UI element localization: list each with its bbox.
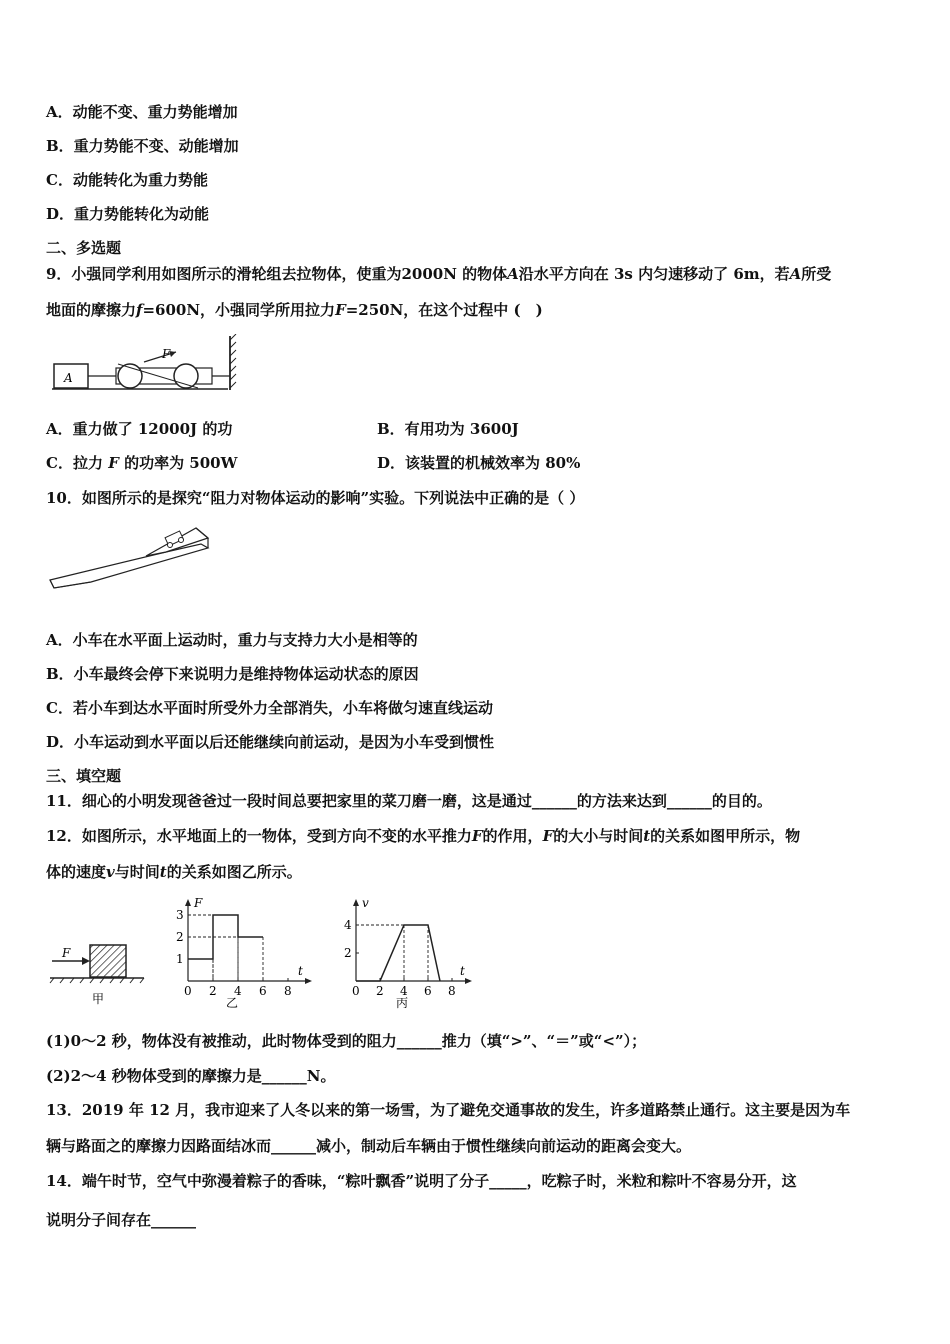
x-tick-label: 0 [352, 984, 360, 998]
pushed-block [90, 945, 126, 977]
q9-stem-line2: 地面的摩擦力f=600N，小强同学所用拉力F=250N，在这个过程中 ( ) [46, 301, 543, 319]
q9-stem-line1: 9．小强同学利用如图所示的滑轮组去拉物体，使重为2000N 的物体A沿水平方向在 3s 内匀速移动了 6m，若A所受 [46, 265, 832, 283]
y-tick-label: 1 [176, 952, 184, 966]
section-heading-3: 三、填空题 [46, 767, 122, 785]
q10-option-a: A．小车在水平面上运动时，重力与支持力大小是相等的 [46, 631, 418, 649]
q10-option-b: B．小车最终会停下来说明力是维持物体运动状态的原因 [46, 665, 419, 683]
q14-line2: 说明分子间存在______ [46, 1211, 197, 1229]
x-tick-label: 8 [448, 984, 456, 998]
q10-stem: 10．如图所示的是探究“阻力对物体运动的影响”实验。下列说法中正确的是（ ） [46, 489, 585, 507]
series-line [356, 925, 440, 981]
figure-jia [46, 935, 151, 1010]
pulley-figure [48, 334, 238, 394]
x-tick-label: 4 [234, 984, 242, 998]
x-tick-label: 2 [209, 984, 217, 998]
x-tick-label: 4 [400, 984, 408, 998]
q10-option-d: D．小车运动到水平面以后还能继续向前运动，是因为小车受到惯性 [46, 733, 495, 751]
y-tick-label: 2 [176, 930, 184, 944]
q12-sub2: (2)2～4 秒物体受到的摩擦力是______N。 [46, 1067, 336, 1085]
q8-option-b: B．重力势能不变、动能增加 [46, 137, 239, 155]
caption-bing: 丙 [396, 996, 409, 1010]
x-tick-label: 8 [284, 984, 292, 998]
q9-option-b: B．有用功为 3600J [377, 420, 519, 438]
section-heading-2: 二、多选题 [46, 239, 122, 257]
q9-option-c: C．拉力 F 的功率为 500W [46, 454, 238, 472]
q12-stem-line2: 体的速度v与时间t的关系如图乙所示。 [46, 863, 302, 881]
x-tick-label: 0 [184, 984, 192, 998]
ramp-figure [46, 520, 216, 600]
caption-yi: 乙 [226, 996, 239, 1010]
x-tick-label: 2 [376, 984, 384, 998]
block-a-label: A [64, 371, 73, 385]
y-tick-label: 3 [176, 908, 184, 922]
q13-line2: 辆与路面之的摩擦力因路面结冰而______减小，制动后车辆由于惯性继续向前运动的距离会变大。 [46, 1137, 692, 1155]
chart-v-t [340, 895, 480, 1015]
q12-stem-line1: 12．如图所示，水平地面上的一物体，受到方向不变的水平推力F的作用，F的大小与时间t的关系如图甲所示，物 [46, 827, 801, 845]
force-f-label: F [162, 347, 171, 361]
q8-option-a: A．动能不变、重力势能增加 [46, 103, 238, 121]
chart-f-t [170, 895, 320, 1015]
q12-sub1: (1)0～2 秒，物体没有被推动，此时物体受到的阻力______推力（填“>”、“＝”或“<”）； [46, 1032, 647, 1050]
y-axis-label: v [362, 896, 369, 910]
q11-stem: 11．细心的小明发现爸爸过一段时间总要把家里的菜刀磨一磨，这是通过______的方法来达到______的目的。 [46, 792, 772, 810]
q8-option-d: D．重力势能转化为动能 [46, 205, 210, 223]
q13-line1: 13．2019 年 12 月，我市迎来了人冬以来的第一场雪，为了避免交通事故的发生，许多道路禁止通行。这主要是因为车 [46, 1101, 851, 1119]
q9-option-d: D．该装置的机械效率为 80% [377, 454, 581, 472]
q10-option-c: C．若小车到达水平面时所受外力全部消失，小车将做匀速直线运动 [46, 699, 493, 717]
y-axis-label: F [194, 896, 203, 910]
x-tick-label: 6 [424, 984, 432, 998]
x-axis-label: t [298, 964, 303, 978]
q8-option-c: C．动能转化为重力势能 [46, 171, 208, 189]
push-force-label: F [62, 946, 71, 960]
y-tick-label: 2 [344, 946, 352, 960]
caption-jia: 甲 [92, 992, 105, 1006]
q9-option-a: A．重力做了 12000J 的功 [46, 420, 233, 438]
y-tick-label: 4 [344, 918, 352, 932]
q14-line1: 14．端午时节，空气中弥漫着粽子的香味，“粽叶飘香”说明了分子_____，吃粽子时，米粒和粽叶不容易分开，这 [46, 1172, 797, 1190]
x-axis-label: t [460, 964, 465, 978]
x-tick-label: 6 [259, 984, 267, 998]
